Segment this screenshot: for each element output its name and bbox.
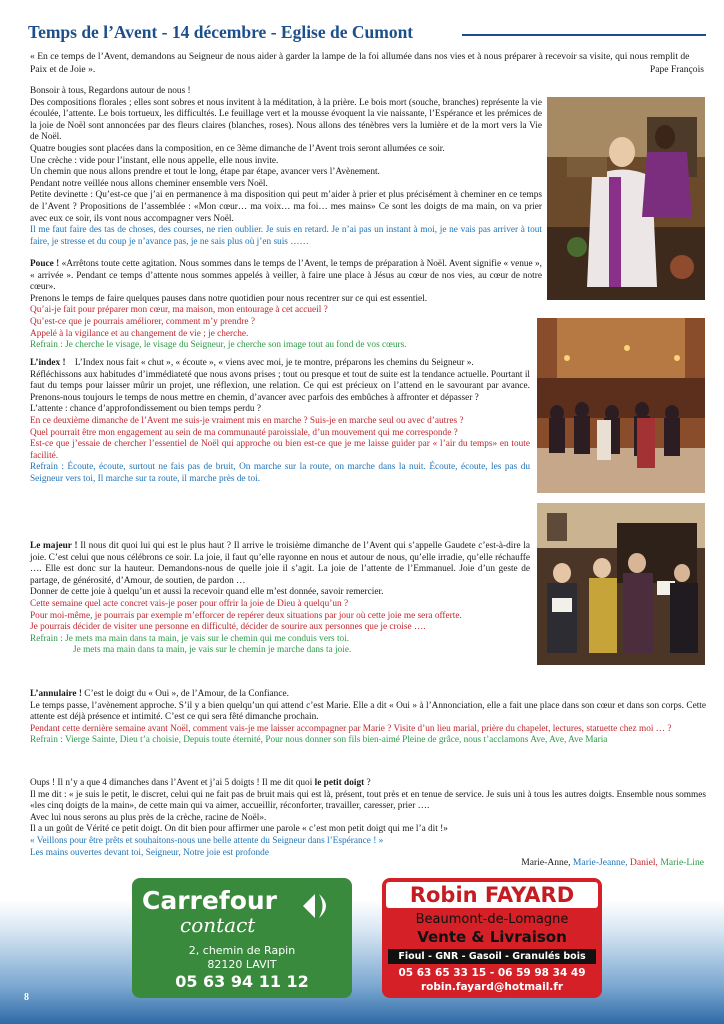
index-question: Quel pourrait être mon engagement au sein de ma communauté paroissiale, d’un mouvement qui me correspondе ? [30,427,458,438]
pouce-question: Appelé à la vigilance et au changement de vie ; je cherche. [30,328,249,339]
majeur-text: Donner de cette joie à quelqu’un et aussi la recevoir quand elle m’est donnée, savoir remercier. [30,587,384,598]
annulaire-text: C’est le doigt du « Oui », de l’Amour, de la Confiance. [84,689,289,699]
index-heading: L’index ! [30,358,66,368]
photo-priests-altar [547,97,705,300]
page-bottom-band [0,900,724,1024]
pouce-section [30,259,542,352]
credits [521,857,704,868]
quote-text: « En ce temps de l’Avent, demandons au Seigneur de nous aider à garder la lampe de la foi allumée dans nos vies et à nous préparer à recevoir sa visite, qui nous remplit de Paix et de Joie ». [30,51,690,75]
intro-paragraph: Une crèche : vide pour l’instant, elle nous appelle, elle nous invite. [30,155,279,166]
pope-quote [30,50,704,76]
photo-assembly-singing [537,318,705,493]
petit-doigt-text: Il me dit : « je suis le petit, le discret, celui qui ne fait pas de bruit mais qui est là, présent, tout près et en tenue de service. Je suis uni à tous les autres doigts. Ensemble nous sommes «les cinq doigts de la main», de cette main qui va aimer, accueillir, réconforter, travailler, caresser, prier …. [30,789,706,812]
pouce-question: Qu’est-ce que je pourrais améliorer, comment m’y prendre ? [30,316,255,327]
petit-doigt-text: Il a un goût de Vérité ce petit doigt. On dit bien pour affirmer une parole « c’est mon petit doigt qui me l’a dit !» [30,824,448,835]
annulaire-question: Pendant cette dernière semaine avant Noël, comment vais-je me laisser accompagner par Marie ? Visite d’un lieu marial, prière du chapelet, lectures, statuette chez moi … ? [30,723,672,734]
ad-carrefour-contact [132,878,352,998]
index-section [30,358,530,486]
intro-paragraph: Pendant notre veillée nous allons cheminer ensemble vers Noël. [30,178,268,189]
majeur-question: Je pourrais décider de visiter une personne en difficulté, décider de sourire aux personnes que je croise …. [30,622,426,633]
majeur-refrain: Je mets ma main dans ta main, je vais sur le chemin je marche dans ta joie. [73,645,352,656]
robin-town: Beaumont-de-Lomagne [415,912,569,927]
photo-readers-books [537,503,705,665]
pouce-heading: Pouce ! [30,259,60,269]
index-question: En ce deuxième dimanche de l’Avent me suis-je vraiment mis en marche ? Suis-je en marche seul ou avec d’autres ? [30,415,464,426]
ad-robin-fayard [382,878,602,998]
robin-email: robin.fayard@hotmail.fr [420,981,564,993]
pouce-text: «Arrêtons toute cette agitation. Nous sommes dans le temps de l’Avent, le temps de préparation à Noël. Avent signifie « venue », « arrivée ». Pendant ce temps d’attente nous sommes appelés à veiller, à faire une place à Jésus au cœur de nos vies, au cœur de notre cœur». [30,259,543,293]
quote-author: Pape François [649,64,704,75]
petit-doigt-text: Oups ! Il n’y a que 4 dimanches dans l’Avent et j’ai 5 doigts ! Il me dit quoi [30,778,315,788]
carrefour-logo-icon [299,888,335,924]
credit-name: Marie-Line [660,857,704,868]
majeur-section [30,541,530,657]
majeur-refrain: Refrain : Je mets ma main dans ta main, je vais sur le chemin qui me conduis vers toi. [30,633,350,644]
index-refrain: Refrain : Écoute, écoute, surtout ne fais pas de bruit, On marche sur la route, on marche dans la nuit. Écoute, écoute, les pas du Seigneur vers toi, Il marche sur ta route, il marche près de toi. [30,462,530,484]
pouce-question: Qu’ai-je fait pour préparer mon cœur, ma maison, mon entourage à cet accueil ? [30,305,328,316]
robin-products: Fioul - GNR - Gasoil - Granulés bois [388,949,596,964]
annulaire-text: Le temps passe, l’avènement approche. S’il y a bien quelqu’un qui attend c’est Marie. Elle a dit « Oui » à l’Annonciation, elle a fait une place dans son cœur et dans son corps. Cette attente est déjà présence et intimité. C’est ce qui sera fêté dimanche prochain. [30,700,706,723]
pouce-text: Prenons le temps de faire quelques pauses dans notre quotidien pour nous recentrer sur ce qui est essentiel. [30,293,428,304]
majeur-question: Cette semaine quel acte concret vais-je poser pour offrir la joie de Dieu à quelqu’un ? [30,598,349,609]
page-title: Temps de l’Avent - 14 décembre - Eglise de Cumont [28,22,414,42]
petit-doigt-section [30,778,706,859]
robin-tagline: Vente & Livraison [417,928,567,946]
annulaire-heading: L’annulaire ! [30,689,82,699]
intro-paragraph: Des compositions florales ; elles sont sobres et nous invitent à la méditation, à la prière. Le bois mort (souche, branches) représente la vie écoulée, l’attente. Le bois tortueux, les difficultés. Le feuillage vert et la mousse évoquent la vie naissante, l’Espérance et les prémices de la joie de Noël sont annoncées par des fleurs claires (blanches, roses). Nous allons des ténèbres vers la lumière et de la mort vers la Vie de Noël. [30,97,542,143]
intro-paragraph: Petite devinette : Qu’est-ce que j’ai en permanence à ma disposition qui peut m’aider à prier et plus précisément à cheminer en ce temps de l’Avent ? Propositions de l’assemblée : «Mon cœur… ma voix… ma foi… mes mains» Ce sont les doigts de ma main, on va prier avec eux ce soir, ils vont nous accompagner vers Noël. [30,190,542,224]
pouce-refrain: Refrain : Je cherche le visage, le visage du Seigneur, je cherche son image tout au fond de vos cœurs. [30,340,407,351]
intro-section [30,86,542,248]
annulaire-refrain: Refrain : Vierge Sainte, Dieu t’a choisie, Depuis toute éternité, Pour nous donner son fils bien-aimé Pleine de grâce, nous t’acclamons Ave, Ave, Ave Maria [30,735,608,746]
carrefour-city: 82120 LAVIT [207,958,277,971]
annulaire-section [30,689,706,747]
title-rule [462,34,706,36]
majeur-heading: Le majeur ! [30,541,78,551]
petit-doigt-heading: le petit doigt [314,778,365,788]
petit-doigt-text: ? [364,778,371,788]
intro-paragraph: Un chemin que nous allons prendre et tout le long, étape par étape, avancer vers l’Avènement. [30,167,380,178]
page-number: 8 [24,992,29,1003]
carrefour-brand: Carrefour [142,886,278,915]
robin-phones: 05 63 65 33 15 - 06 59 98 34 49 [398,967,586,979]
carrefour-sub: contact [180,913,256,937]
carrefour-phone: 05 63 94 11 12 [175,972,309,991]
credit-name: Marie-Jeanne, [572,857,628,868]
majeur-question: Pour moi-même, je pourrais par exemple m’efforcer de repérer deux situations par jour où cette joie me sera offerte. [30,610,462,621]
index-text: L’Index nous fait « chut », « écoute », « viens avec moi, je te montre, préparons les chemins du Seigneur ». [74,358,474,368]
petit-doigt-blue: Les mains ouvertes devant toi, Seigneur, Notre joie est profonde [30,847,269,858]
majeur-text: Il nous dit quoi lui qui est le plus haut ? Il arrive le troisième dimanche de l’Avent qui s’appelle Gaudete c’est-à-dire la joie. C’est celui que nous célébrons ce soir. La joie, il faut qu’elle rayonne en nous et autour de nous, qu’elle irradie, qu’elle réchauffe …. Elle est donc sur la hauteur. Demandons-nous de quelle joie il s’agit. La joie de l’attente de l’Emmanuel. Joie d’un geste de partage, de générosité, d’Amour, de soutien, de pardon … [30,541,530,586]
index-text: L’attente : chance d’approfondissement ou bien temps perdu ? [30,404,261,415]
petit-doigt-text: Avec lui nous serons au plus près de la crèche, racine de Noël». [30,812,267,823]
index-text: Réfléchissons aux habitudes d’immédiateté que nous avons prises ; tout ou presque et tout de suite est la tendance actuelle. Pourtant il faut du temps pour laisser mûrir un projet, une réflexion, une relation. Ce qui est précieux on l’attend en le savourant par avance. Prenons-nous toujours le temps de nous mettre en chemin, d’avancer avec parfois des embûches à affronter et dépasser ? [30,369,530,403]
index-question: Est-ce que j’essaie de chercher l’essentiel de Noël qui approche ou bien est-ce que je me laisse guider par « l’air du temps» en toute facilité. [30,439,530,461]
intro-blue-text: Il me faut faire des tas de choses, des courses, ne rien oublier. Je suis en retard. Je n’ai pas un instant à moi, je ne vais pas arriver à tout faire, je stresse et du coup je n’avance pas, je ne sais plus où j’en suis …… [30,225,542,247]
credit-name: Marie-Anne, [521,857,571,868]
intro-paragraph: Quatre bougies sont placées dans la composition, en ce 3ème dimanche de l’Avent trois seront allumées ce soir. [30,143,445,154]
robin-name: Robin FAYARD [386,882,598,908]
carrefour-address: 2, chemin de Rapin [188,944,296,957]
credit-name: Daniel, [629,857,658,868]
petit-doigt-blue: « Veillons pour être prêts et souhaitons-nous une belle attente du Seigneur dans l’Espérance ! » [30,835,384,846]
intro-greeting: Bonsoir à tous, Regardons autour de nous ! [30,86,191,96]
